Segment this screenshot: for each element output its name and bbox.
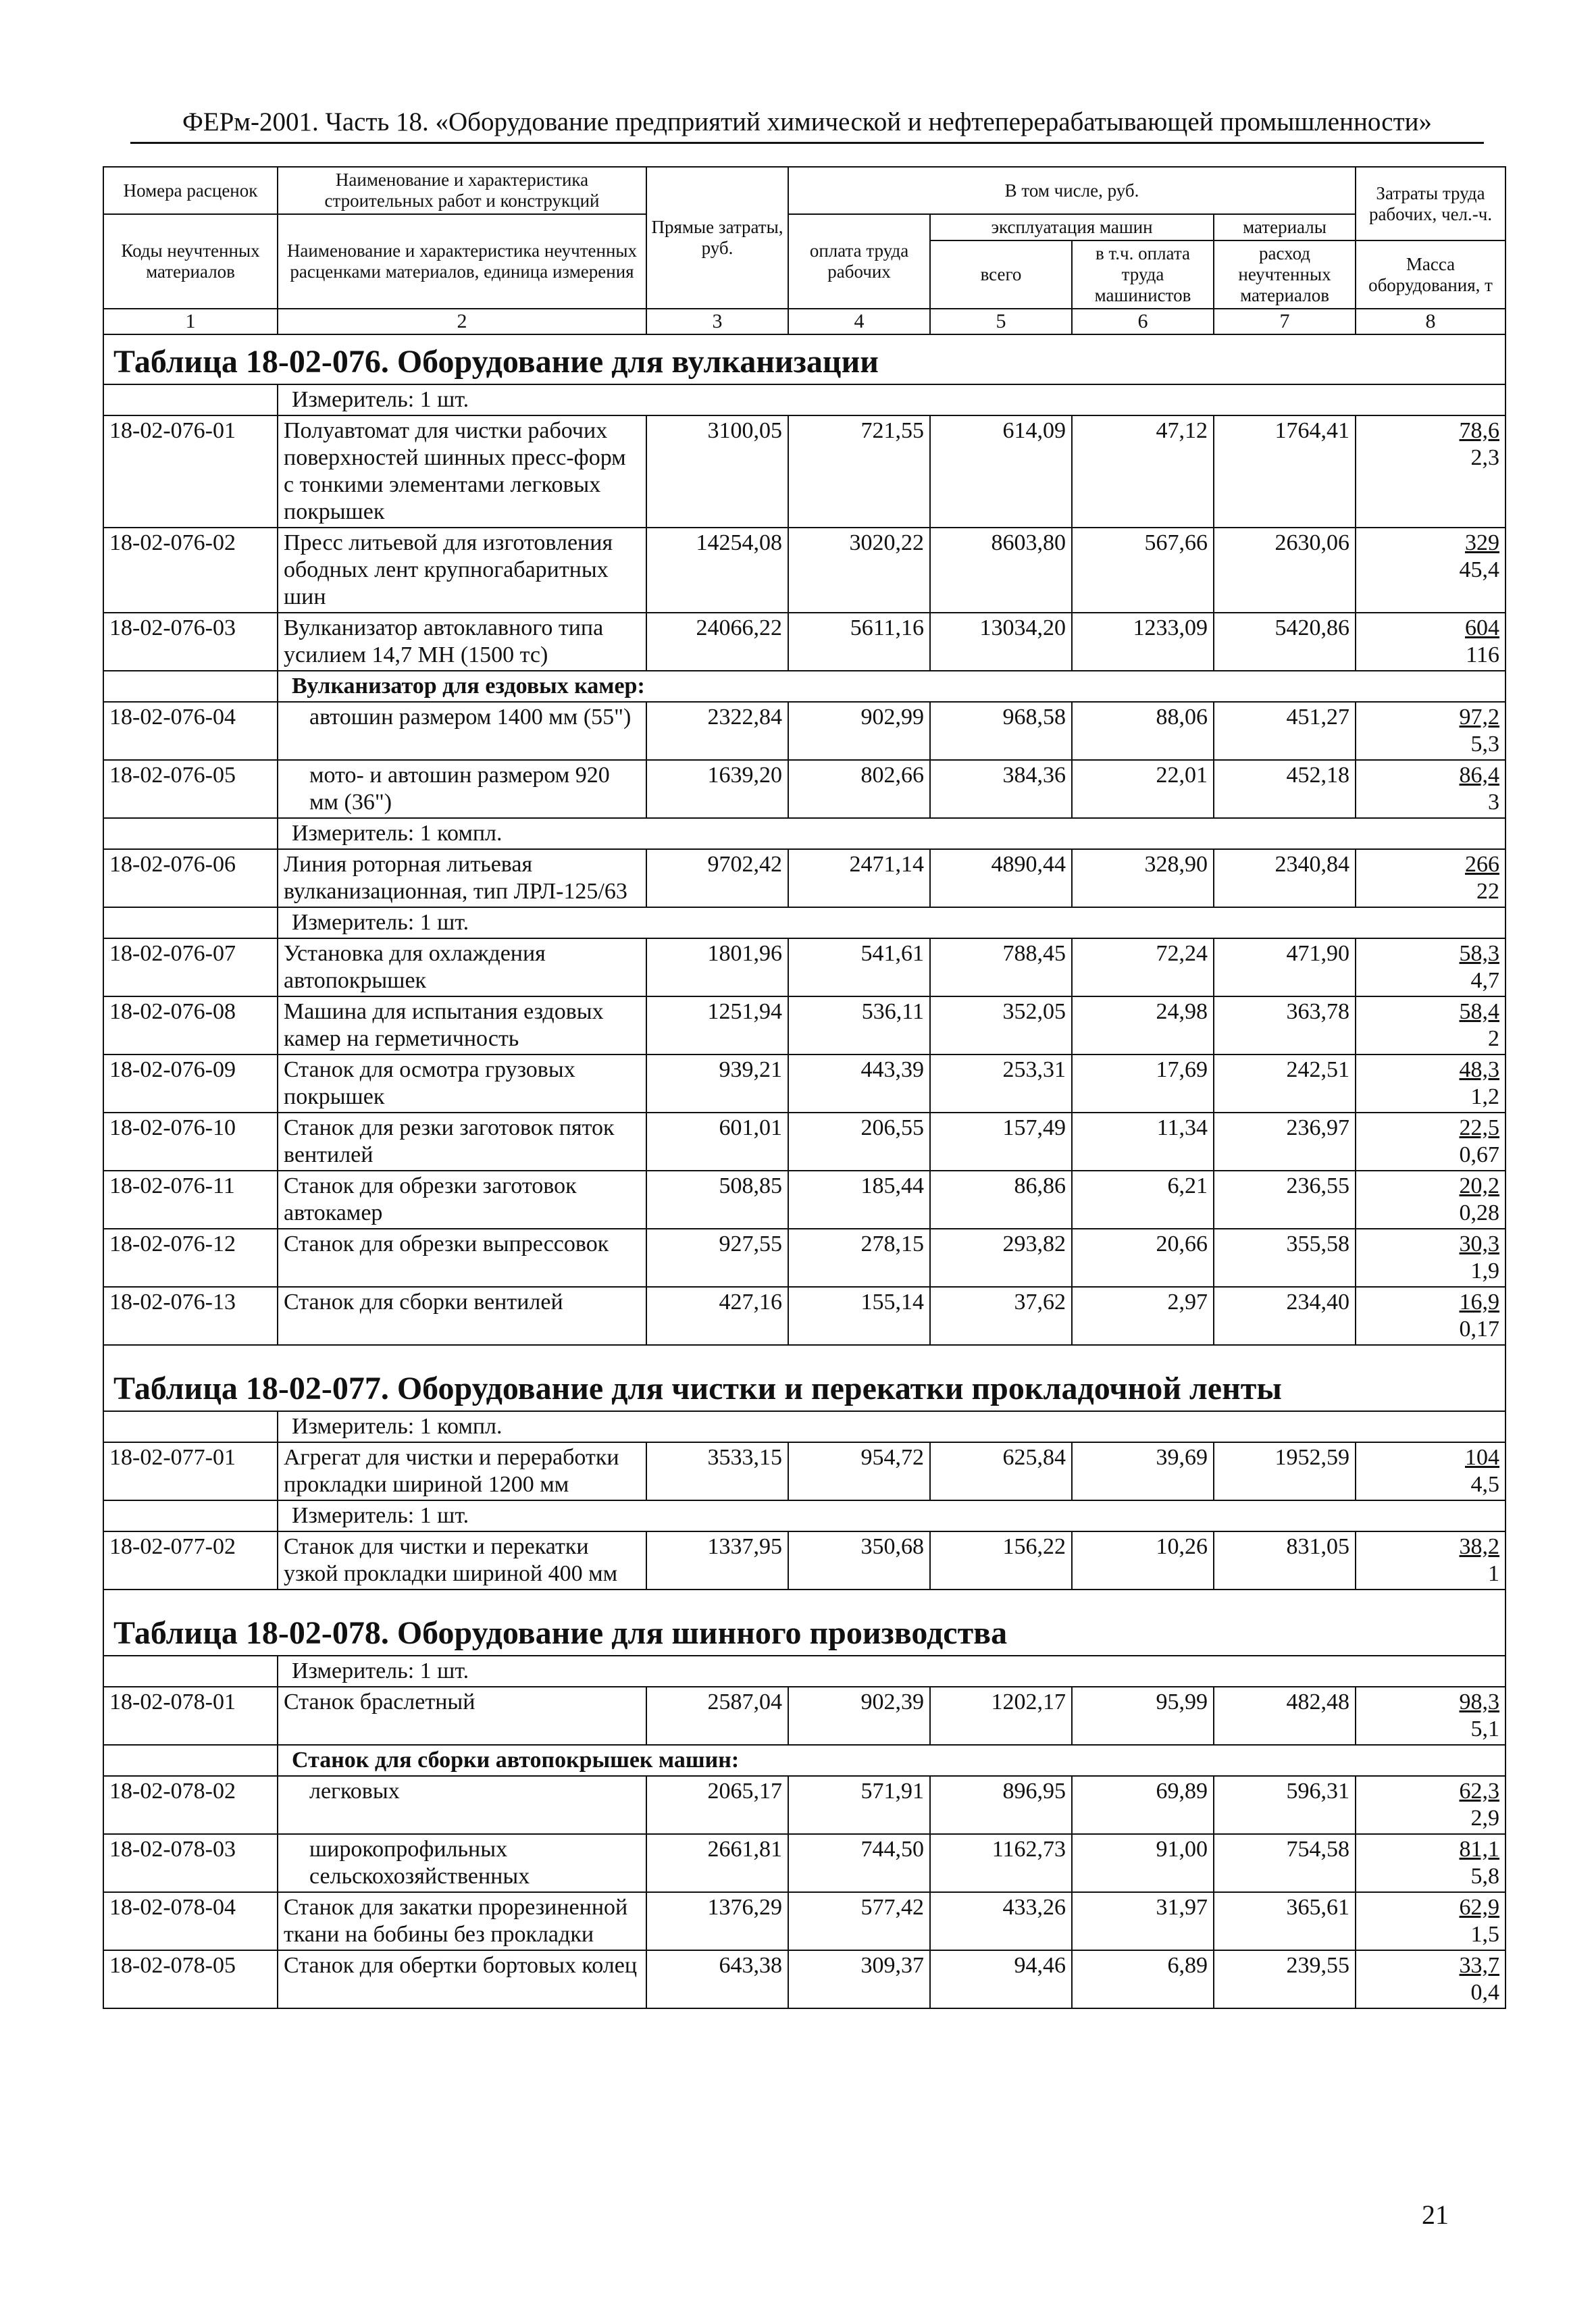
equipment-mass: 4,7 xyxy=(1470,968,1500,993)
col5-header: всего xyxy=(930,240,1072,309)
table-row xyxy=(103,1892,1505,1950)
work-name: Станок для чистки и перекатки узкой прокладки шириной 400 мм xyxy=(278,1531,646,1590)
labor-pay: 155,14 xyxy=(788,1287,930,1345)
equipment-mass: 116 xyxy=(1466,642,1500,667)
measure-label: Измеритель: 1 шт. xyxy=(278,1500,1505,1531)
work-name: легковых xyxy=(278,1776,646,1834)
table-row xyxy=(103,1687,1505,1745)
price-code: 18-02-076-11 xyxy=(103,1171,278,1229)
machines-total: 86,86 xyxy=(930,1171,1072,1229)
equipment-mass: 4,5 xyxy=(1470,1472,1500,1497)
operators-pay: 1233,09 xyxy=(1072,613,1214,671)
operators-pay: 17,69 xyxy=(1072,1054,1214,1113)
equipment-mass: 2 xyxy=(1488,1026,1500,1051)
labor-hours: 62,9 xyxy=(1459,1895,1500,1920)
materials-cost: 363,78 xyxy=(1214,996,1356,1054)
labor-pay: 902,39 xyxy=(788,1687,930,1745)
labor-hours: 78,6 xyxy=(1459,418,1500,443)
hours-mass xyxy=(1356,1950,1505,2008)
measure-row xyxy=(103,1500,1505,1531)
incl-header: В том числе, руб. xyxy=(788,167,1356,214)
equipment-mass: 0,17 xyxy=(1459,1317,1500,1342)
materials-cost: 2340,84 xyxy=(1214,849,1356,907)
col-number: 6 xyxy=(1072,309,1214,334)
hours-mass xyxy=(1356,1687,1505,1745)
direct-costs: 1801,96 xyxy=(646,938,788,996)
machines-total: 1202,17 xyxy=(930,1687,1072,1745)
labor-hours: 48,3 xyxy=(1459,1057,1500,1082)
equipment-mass: 1,2 xyxy=(1470,1084,1500,1109)
price-code: 18-02-076-10 xyxy=(103,1113,278,1171)
materials-cost: 5420,86 xyxy=(1214,613,1356,671)
col3-header: Прямые затраты, руб. xyxy=(646,167,788,309)
direct-costs: 3533,15 xyxy=(646,1442,788,1500)
hours-mass xyxy=(1356,415,1505,528)
work-name: Станок браслетный xyxy=(278,1687,646,1745)
machines-total: 625,84 xyxy=(930,1442,1072,1500)
labor-hours: 58,3 xyxy=(1459,941,1500,966)
labor-pay: 309,37 xyxy=(788,1950,930,2008)
work-name: Машина для испытания ездовых камер на герметичность xyxy=(278,996,646,1054)
machines-total: 968,58 xyxy=(930,702,1072,760)
labor-pay: 350,68 xyxy=(788,1531,930,1590)
labor-hours: 30,3 xyxy=(1459,1231,1500,1256)
table-row xyxy=(103,415,1505,528)
direct-costs: 939,21 xyxy=(646,1054,788,1113)
work-name: Полуавтомат для чистки рабочих поверхностей шинных пресс-форм с тонкими элементами легковых покрышек xyxy=(278,415,646,528)
equipment-mass: 3 xyxy=(1488,790,1500,815)
col8-top-header: Затраты труда рабочих, чел.-ч. xyxy=(1356,167,1505,240)
price-code: 18-02-076-13 xyxy=(103,1287,278,1345)
col-number: 1 xyxy=(103,309,278,334)
labor-pay: 536,11 xyxy=(788,996,930,1054)
operators-pay: 11,34 xyxy=(1072,1113,1214,1171)
machines-total: 8603,80 xyxy=(930,528,1072,613)
group-label: Вулканизатор для ездовых камер: xyxy=(278,671,1505,702)
direct-costs: 14254,08 xyxy=(646,528,788,613)
price-code: 18-02-076-03 xyxy=(103,613,278,671)
labor-hours: 86,4 xyxy=(1459,763,1500,788)
direct-costs: 3100,05 xyxy=(646,415,788,528)
table-row xyxy=(103,1113,1505,1171)
measure-label: Измеритель: 1 шт. xyxy=(278,384,1505,415)
equipment-mass: 5,3 xyxy=(1470,732,1500,757)
hours-mass xyxy=(1356,996,1505,1054)
price-code: 18-02-076-01 xyxy=(103,415,278,528)
section-heading-row xyxy=(103,334,1505,384)
hours-mass xyxy=(1356,613,1505,671)
col-number: 4 xyxy=(788,309,930,334)
labor-pay: 206,55 xyxy=(788,1113,930,1171)
measure-row xyxy=(103,818,1505,849)
labor-hours: 329 xyxy=(1465,530,1500,555)
table-row xyxy=(103,1054,1505,1113)
empty-cell xyxy=(103,1745,278,1776)
group-label: Станок для сборки автопокрышек машин: xyxy=(278,1745,1505,1776)
equipment-mass: 45,4 xyxy=(1459,557,1500,582)
hours-mass xyxy=(1356,1776,1505,1834)
equipment-mass: 0,28 xyxy=(1459,1200,1500,1225)
section-title: Таблица 18-02-078. Оборудование для шинного производства xyxy=(103,1606,1505,1656)
operators-pay: 6,89 xyxy=(1072,1950,1214,2008)
price-code: 18-02-077-02 xyxy=(103,1531,278,1590)
labor-pay: 577,42 xyxy=(788,1892,930,1950)
equipment-mass: 1,9 xyxy=(1470,1259,1500,1283)
work-name: широкопрофильных сельскохозяйственных xyxy=(278,1834,646,1892)
hours-mass xyxy=(1356,849,1505,907)
measure-label: Измеритель: 1 компл. xyxy=(278,818,1505,849)
empty-cell xyxy=(103,818,278,849)
price-code: 18-02-078-02 xyxy=(103,1776,278,1834)
price-code: 18-02-076-05 xyxy=(103,760,278,818)
header-rule xyxy=(130,142,1484,144)
operators-pay: 20,66 xyxy=(1072,1229,1214,1287)
page-header-title: ФЕРм-2001. Часть 18. «Оборудование предприятий химической и нефтеперерабатывающей промышленности» xyxy=(182,107,1433,136)
labor-pay: 278,15 xyxy=(788,1229,930,1287)
empty-cell xyxy=(103,1656,278,1687)
empty-cell xyxy=(103,907,278,938)
col-number: 2 xyxy=(278,309,646,334)
section-heading-row xyxy=(103,1362,1505,1411)
measure-label: Измеритель: 1 шт. xyxy=(278,907,1505,938)
col2-top-header: Наименование и характеристика строительных работ и конструкций xyxy=(278,167,646,214)
labor-pay: 5611,16 xyxy=(788,613,930,671)
machines-total: 614,09 xyxy=(930,415,1072,528)
labor-pay: 541,61 xyxy=(788,938,930,996)
labor-hours: 33,7 xyxy=(1459,1953,1500,1978)
labor-hours: 22,5 xyxy=(1459,1115,1500,1140)
operators-pay: 47,12 xyxy=(1072,415,1214,528)
labor-pay: 721,55 xyxy=(788,415,930,528)
price-code: 18-02-076-08 xyxy=(103,996,278,1054)
labor-pay: 443,39 xyxy=(788,1054,930,1113)
hours-mass xyxy=(1356,1531,1505,1590)
materials-cost: 1952,59 xyxy=(1214,1442,1356,1500)
labor-hours: 97,2 xyxy=(1459,705,1500,730)
price-code: 18-02-076-09 xyxy=(103,1054,278,1113)
equipment-mass: 2,3 xyxy=(1470,445,1500,470)
work-name: Линия роторная литьевая вулканизационная, тип ЛРЛ-125/63 xyxy=(278,849,646,907)
labor-pay: 185,44 xyxy=(788,1171,930,1229)
section-spacer xyxy=(103,1590,1505,1606)
operators-pay: 69,89 xyxy=(1072,1776,1214,1834)
price-code: 18-02-078-01 xyxy=(103,1687,278,1745)
materials-cost: 234,40 xyxy=(1214,1287,1356,1345)
machines-total: 1162,73 xyxy=(930,1834,1072,1892)
direct-costs: 1337,95 xyxy=(646,1531,788,1590)
table-body xyxy=(103,334,1505,2008)
machines-total: 13034,20 xyxy=(930,613,1072,671)
price-code: 18-02-078-05 xyxy=(103,1950,278,2008)
table-row xyxy=(103,760,1505,818)
work-name: Пресс литьевой для изготовления ободных лент крупногабаритных шин xyxy=(278,528,646,613)
machines-total: 4890,44 xyxy=(930,849,1072,907)
section-title: Таблица 18-02-076. Оборудование для вулканизации xyxy=(103,334,1505,384)
materials-cost: 365,61 xyxy=(1214,1892,1356,1950)
direct-costs: 601,01 xyxy=(646,1113,788,1171)
work-name: Станок для резки заготовок пяток вентилей xyxy=(278,1113,646,1171)
materials-cost: 355,58 xyxy=(1214,1229,1356,1287)
direct-costs: 927,55 xyxy=(646,1229,788,1287)
equipment-mass: 1 xyxy=(1488,1561,1500,1586)
work-name: Вулканизатор автоклавного типа усилием 14,7 МН (1500 тс) xyxy=(278,613,646,671)
operators-pay: 2,97 xyxy=(1072,1287,1214,1345)
measure-row xyxy=(103,1656,1505,1687)
labor-hours: 104 xyxy=(1465,1445,1500,1470)
machines-total: 352,05 xyxy=(930,996,1072,1054)
direct-costs: 9702,42 xyxy=(646,849,788,907)
hours-mass xyxy=(1356,528,1505,613)
col6-header: в т.ч. оплата труда машинистов xyxy=(1072,240,1214,309)
direct-costs: 1376,29 xyxy=(646,1892,788,1950)
col-number: 8 xyxy=(1356,309,1505,334)
price-code: 18-02-076-06 xyxy=(103,849,278,907)
direct-costs: 2661,81 xyxy=(646,1834,788,1892)
empty-cell xyxy=(103,1411,278,1442)
materials-cost: 236,97 xyxy=(1214,1113,1356,1171)
measure-row xyxy=(103,907,1505,938)
table-row xyxy=(103,996,1505,1054)
col1-top-header: Номера расценок xyxy=(103,167,278,214)
equipment-mass: 1,5 xyxy=(1470,1922,1500,1947)
table-header xyxy=(103,167,1505,334)
equipment-mass: 0,4 xyxy=(1470,1980,1500,2005)
operators-pay: 88,06 xyxy=(1072,702,1214,760)
machines-total: 384,36 xyxy=(930,760,1072,818)
price-code: 18-02-076-04 xyxy=(103,702,278,760)
materials-cost: 452,18 xyxy=(1214,760,1356,818)
measure-label: Измеритель: 1 шт. xyxy=(278,1656,1505,1687)
operators-pay: 95,99 xyxy=(1072,1687,1214,1745)
price-table xyxy=(103,166,1506,2009)
col7-header: расход неучтенных материалов xyxy=(1214,240,1356,309)
hours-mass xyxy=(1356,938,1505,996)
spacer-cell xyxy=(103,1345,1505,1362)
empty-cell xyxy=(103,384,278,415)
machines-total: 788,45 xyxy=(930,938,1072,996)
section-heading-row xyxy=(103,1606,1505,1656)
col4-header: оплата труда рабочих xyxy=(788,214,930,309)
table-row xyxy=(103,1287,1505,1345)
labor-hours: 98,3 xyxy=(1459,1689,1500,1714)
price-code: 18-02-076-02 xyxy=(103,528,278,613)
operators-pay: 24,98 xyxy=(1072,996,1214,1054)
hours-mass xyxy=(1356,1171,1505,1229)
work-name: Агрегат для чистки и переработки прокладки шириной 1200 мм xyxy=(278,1442,646,1500)
col-number: 7 xyxy=(1214,309,1356,334)
table-row xyxy=(103,1229,1505,1287)
labor-pay: 2471,14 xyxy=(788,849,930,907)
machines-header: эксплуатация машин xyxy=(930,214,1214,240)
work-name: Станок для осмотра грузовых покрышек xyxy=(278,1054,646,1113)
direct-costs: 24066,22 xyxy=(646,613,788,671)
price-code: 18-02-077-01 xyxy=(103,1442,278,1500)
table-row xyxy=(103,938,1505,996)
table-row xyxy=(103,528,1505,613)
machines-total: 156,22 xyxy=(930,1531,1072,1590)
machines-total: 433,26 xyxy=(930,1892,1072,1950)
equipment-mass: 0,67 xyxy=(1459,1142,1500,1167)
equipment-mass: 2,9 xyxy=(1470,1806,1500,1831)
direct-costs: 427,16 xyxy=(646,1287,788,1345)
table-row xyxy=(103,613,1505,671)
table-row xyxy=(103,849,1505,907)
col-number: 5 xyxy=(930,309,1072,334)
table-row xyxy=(103,1442,1505,1500)
materials-cost: 239,55 xyxy=(1214,1950,1356,2008)
materials-cost: 2630,06 xyxy=(1214,528,1356,613)
col-number: 3 xyxy=(646,309,788,334)
materials-cost: 1764,41 xyxy=(1214,415,1356,528)
labor-hours: 38,2 xyxy=(1459,1534,1500,1559)
labor-pay: 954,72 xyxy=(788,1442,930,1500)
work-name: Установка для охлаждения автопокрышек xyxy=(278,938,646,996)
direct-costs: 643,38 xyxy=(646,1950,788,2008)
machines-total: 293,82 xyxy=(930,1229,1072,1287)
table-row xyxy=(103,702,1505,760)
equipment-mass: 5,1 xyxy=(1470,1717,1500,1742)
labor-pay: 744,50 xyxy=(788,1834,930,1892)
labor-hours: 20,2 xyxy=(1459,1173,1500,1198)
hours-mass xyxy=(1356,1054,1505,1113)
work-name: Станок для обрезки заготовок автокамер xyxy=(278,1171,646,1229)
labor-pay: 571,91 xyxy=(788,1776,930,1834)
hours-mass xyxy=(1356,702,1505,760)
direct-costs: 508,85 xyxy=(646,1171,788,1229)
materials-cost: 482,48 xyxy=(1214,1687,1356,1745)
materials-cost: 236,55 xyxy=(1214,1171,1356,1229)
direct-costs: 2322,84 xyxy=(646,702,788,760)
labor-hours: 604 xyxy=(1465,615,1500,640)
labor-hours: 62,3 xyxy=(1459,1779,1500,1804)
measure-row xyxy=(103,384,1505,415)
materials-cost: 451,27 xyxy=(1214,702,1356,760)
materials-cost: 754,58 xyxy=(1214,1834,1356,1892)
hours-mass xyxy=(1356,1442,1505,1500)
table-row xyxy=(103,1531,1505,1590)
group-row xyxy=(103,1745,1505,1776)
empty-cell xyxy=(103,671,278,702)
operators-pay: 39,69 xyxy=(1072,1442,1214,1500)
price-code: 18-02-076-07 xyxy=(103,938,278,996)
labor-hours: 266 xyxy=(1465,852,1500,877)
table-row xyxy=(103,1834,1505,1892)
direct-costs: 1251,94 xyxy=(646,996,788,1054)
materials-cost: 596,31 xyxy=(1214,1776,1356,1834)
labor-hours: 58,4 xyxy=(1459,999,1500,1024)
table-row xyxy=(103,1171,1505,1229)
work-name: Станок для закатки прорезиненной ткани на бобины без прокладки xyxy=(278,1892,646,1950)
labor-hours: 81,1 xyxy=(1459,1837,1500,1862)
operators-pay: 91,00 xyxy=(1072,1834,1214,1892)
operators-pay: 22,01 xyxy=(1072,760,1214,818)
hours-mass xyxy=(1356,1229,1505,1287)
hours-mass xyxy=(1356,1113,1505,1171)
labor-hours: 16,9 xyxy=(1459,1290,1500,1315)
equipment-mass: 5,8 xyxy=(1470,1864,1500,1889)
price-code: 18-02-078-04 xyxy=(103,1892,278,1950)
work-name: Станок для сборки вентилей xyxy=(278,1287,646,1345)
hours-mass xyxy=(1356,1287,1505,1345)
group-row xyxy=(103,671,1505,702)
machines-total: 94,46 xyxy=(930,1950,1072,2008)
work-name: Станок для обертки бортовых колец xyxy=(278,1950,646,2008)
page-number: 21 xyxy=(1422,2200,1449,2230)
work-name: Станок для обрезки выпрессовок xyxy=(278,1229,646,1287)
operators-pay: 72,24 xyxy=(1072,938,1214,996)
direct-costs: 2587,04 xyxy=(646,1687,788,1745)
machines-total: 896,95 xyxy=(930,1776,1072,1834)
spacer-cell xyxy=(103,1590,1505,1606)
section-title: Таблица 18-02-077. Оборудование для чистки и перекатки прокладочной ленты xyxy=(103,1362,1505,1411)
equipment-mass: 22 xyxy=(1476,879,1500,904)
hours-mass xyxy=(1356,760,1505,818)
operators-pay: 31,97 xyxy=(1072,1892,1214,1950)
table-row xyxy=(103,1950,1505,2008)
price-code: 18-02-078-03 xyxy=(103,1834,278,1892)
operators-pay: 6,21 xyxy=(1072,1171,1214,1229)
col1-bottom-header: Коды неучтенных материалов xyxy=(103,214,278,309)
machines-total: 37,62 xyxy=(930,1287,1072,1345)
direct-costs: 1639,20 xyxy=(646,760,788,818)
machines-total: 157,49 xyxy=(930,1113,1072,1171)
labor-pay: 3020,22 xyxy=(788,528,930,613)
labor-pay: 902,99 xyxy=(788,702,930,760)
machines-total: 253,31 xyxy=(930,1054,1072,1113)
materials-cost: 242,51 xyxy=(1214,1054,1356,1113)
direct-costs: 2065,17 xyxy=(646,1776,788,1834)
labor-pay: 802,66 xyxy=(788,760,930,818)
operators-pay: 328,90 xyxy=(1072,849,1214,907)
hours-mass xyxy=(1356,1892,1505,1950)
materials-cost: 831,05 xyxy=(1214,1531,1356,1590)
operators-pay: 567,66 xyxy=(1072,528,1214,613)
price-code: 18-02-076-12 xyxy=(103,1229,278,1287)
materials-header: материалы xyxy=(1214,214,1356,240)
work-name: автошин размером 1400 мм (55") xyxy=(278,702,646,760)
section-spacer xyxy=(103,1345,1505,1362)
hours-mass xyxy=(1356,1834,1505,1892)
measure-label: Измеритель: 1 компл. xyxy=(278,1411,1505,1442)
col2-bottom-header: Наименование и характеристика неучтенных расценками материалов, единица измерения xyxy=(278,214,646,309)
work-name: мото- и автошин размером 920 мм (36") xyxy=(278,760,646,818)
table-row xyxy=(103,1776,1505,1834)
operators-pay: 10,26 xyxy=(1072,1531,1214,1590)
col8-bottom-header: Масса оборудования, т xyxy=(1356,240,1505,309)
empty-cell xyxy=(103,1500,278,1531)
measure-row xyxy=(103,1411,1505,1442)
materials-cost: 471,90 xyxy=(1214,938,1356,996)
